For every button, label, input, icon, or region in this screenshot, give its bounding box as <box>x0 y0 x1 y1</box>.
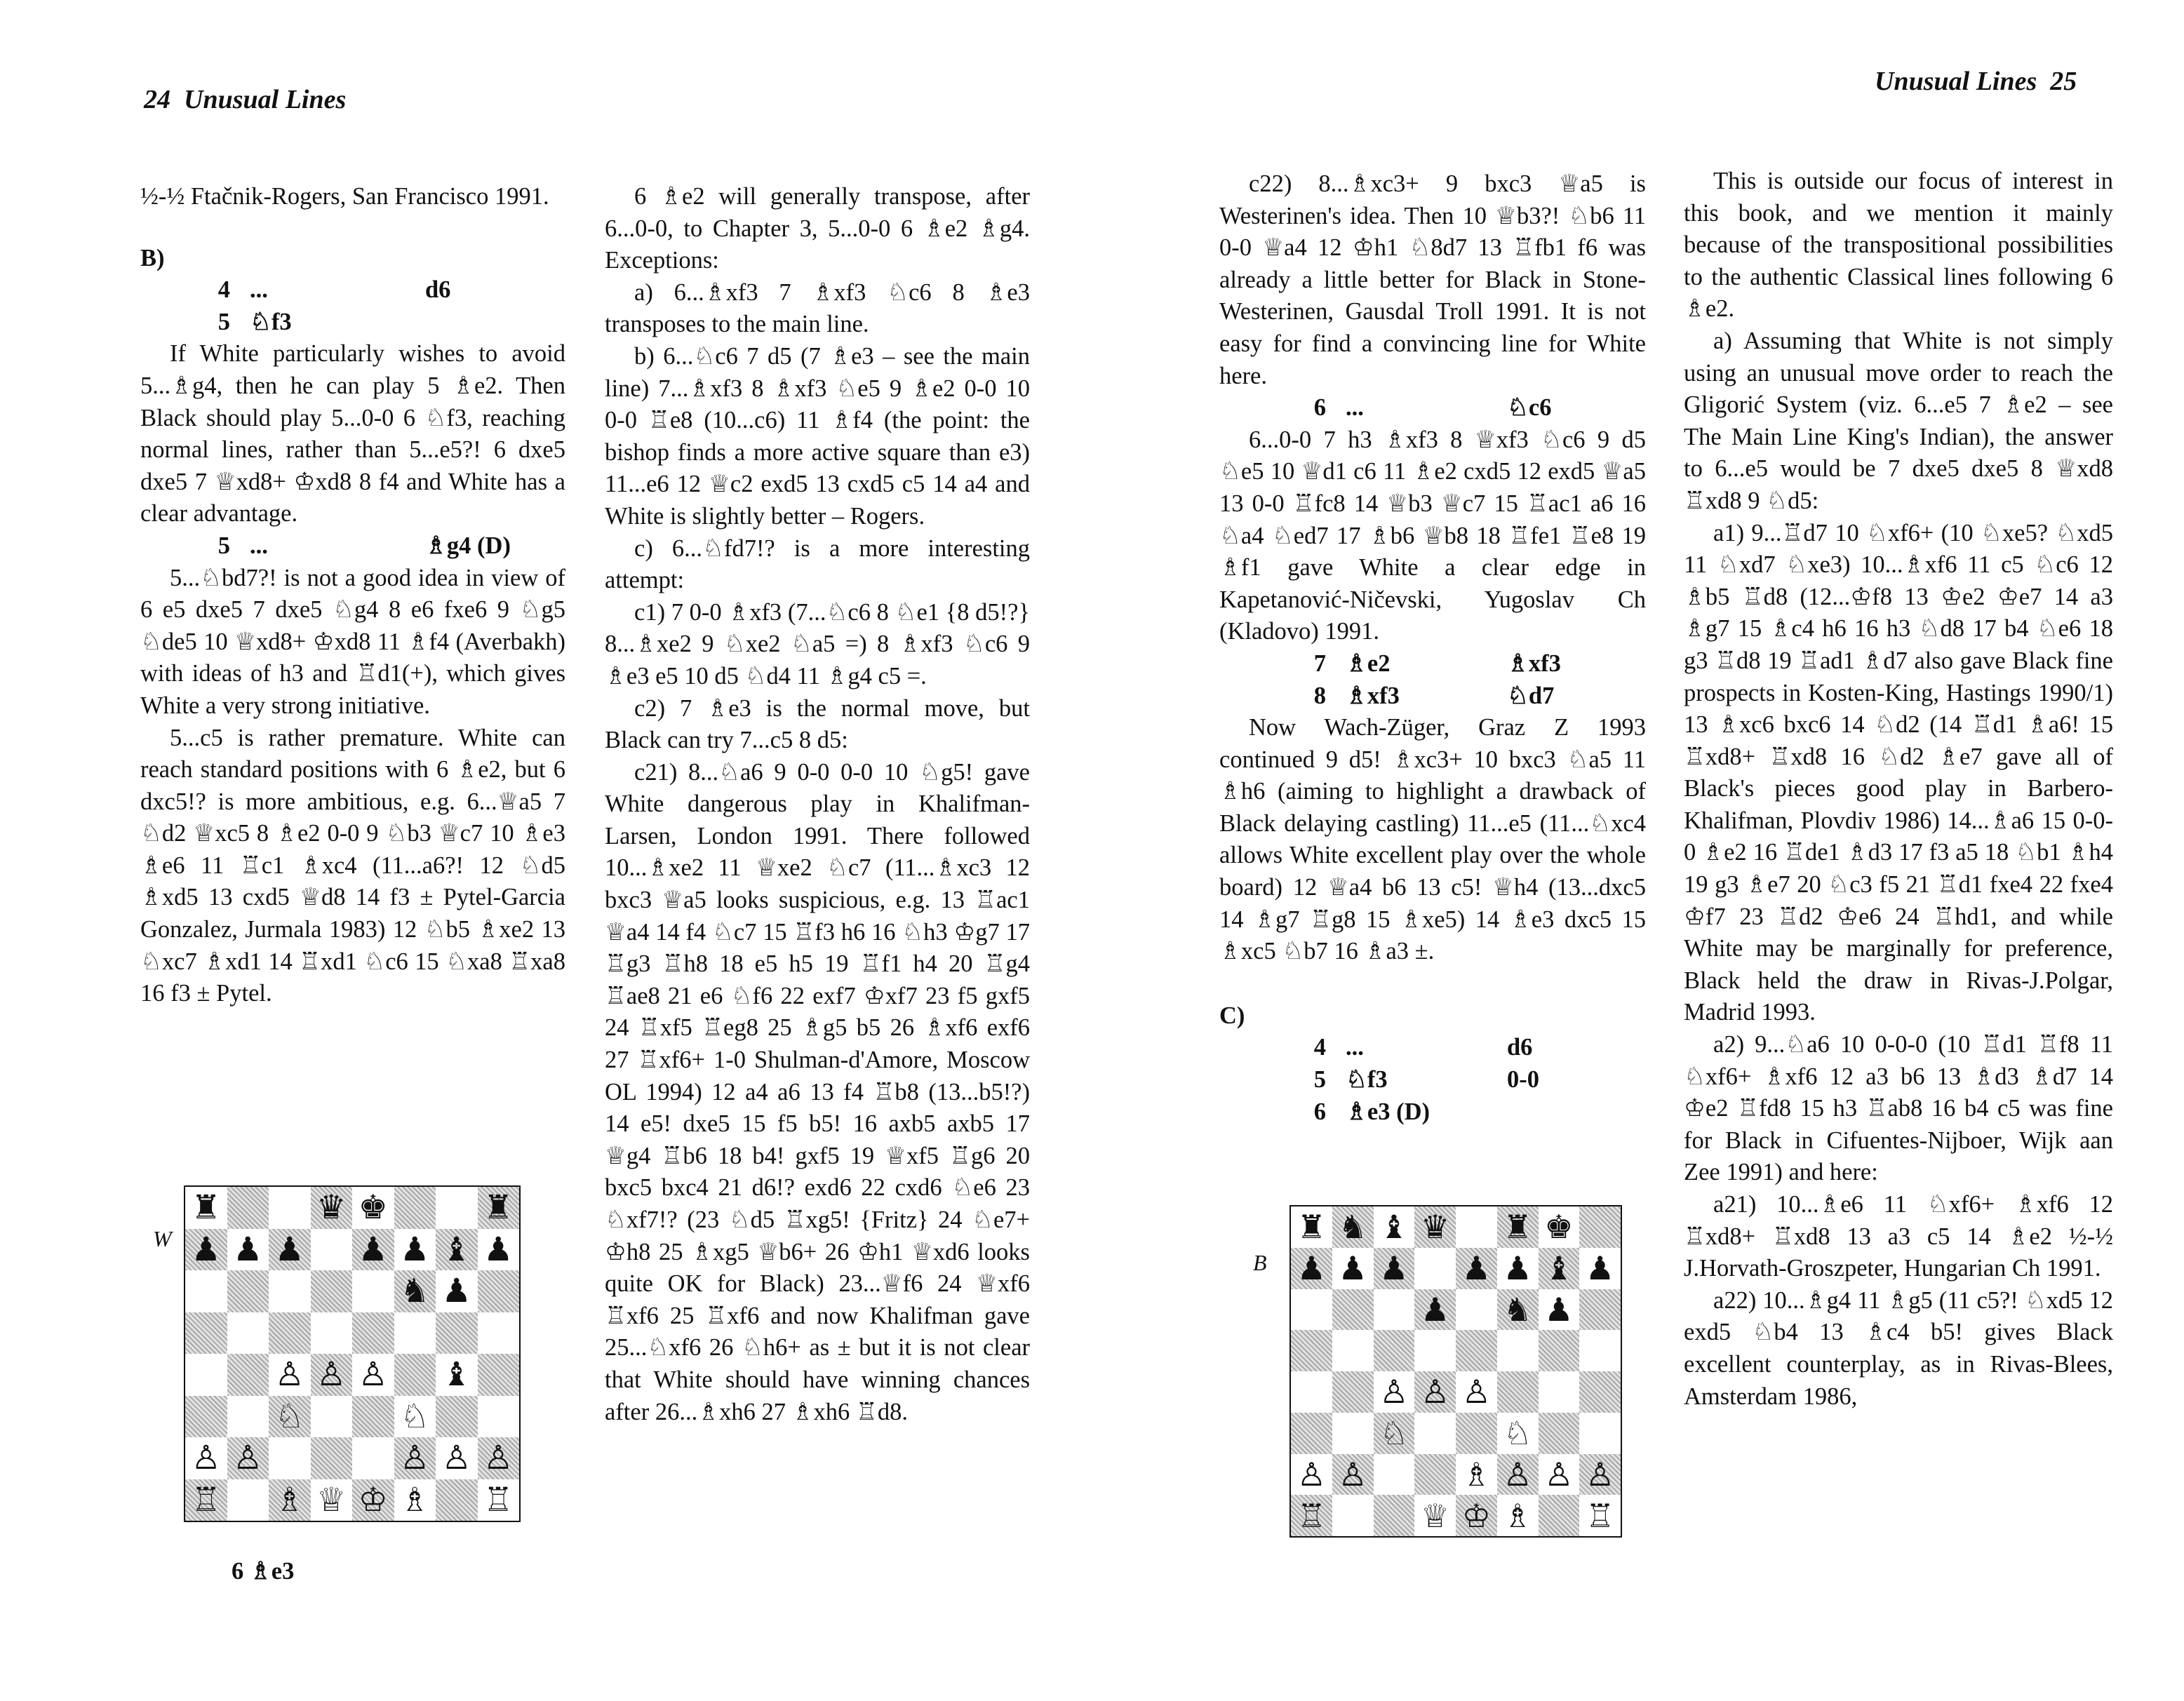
paragraph: a) Assuming that White is not simply using an unusual move order to reach the Gligorić System (viz. 6...e5 7 ♗e2 – see The Main Line King's Indian), the answer to 6...e5 would be 7 dxe5 dxe5 8 ♕xd8 ♖xd8 9 ♘d5: <box>1684 327 2113 514</box>
board-square <box>436 1187 478 1229</box>
board-square <box>1456 1495 1497 1536</box>
board-square <box>436 1479 478 1521</box>
board-square <box>1539 1330 1580 1371</box>
chess-piece: ♟ <box>1586 1249 1615 1288</box>
chess-piece: ♕ <box>316 1480 347 1519</box>
left-page-title: Unusual Lines <box>184 85 347 114</box>
board-square <box>394 1437 436 1479</box>
board-square <box>1579 1206 1621 1248</box>
board-square <box>311 1312 353 1354</box>
board-square <box>478 1479 520 1521</box>
board-square <box>1374 1330 1415 1371</box>
board-square <box>1374 1371 1415 1413</box>
board-square <box>311 1187 353 1229</box>
board-square <box>352 1270 394 1312</box>
chess-piece: ♙ <box>274 1355 304 1394</box>
paragraph: a22) 10...♗g4 11 ♗g5 (11 c5?! ♘xd5 12 exd5 ♘b4 13 ♗c4 b5! gives Black excellent counterplay, as in Rivas-Blees, Amsterdam 1986, <box>1684 1286 2113 1410</box>
board-square <box>311 1229 353 1271</box>
chess-piece: ♝ <box>1544 1249 1574 1288</box>
move-row: 5 ... ♗g4 (D) <box>217 532 511 559</box>
paragraph: 6...0-0 7 h3 ♗xf3 8 ♕xf3 ♘c6 9 d5 ♘e5 10 ♕d1 c6 11 ♗e2 cxd5 12 exd5 ♕a5 13 0-0 ♖fc8 14 ♕b3 ♕c7 15 ♖ac1 a6 16 ♘a4 ♘ed7 17 ♗b6 ♕b8 18 ♖fe1 ♖e8 19 ♗f1 gave White a clear edge in Kapetanović-Ničevski, Yugoslav Ch (Kladovo) 1991. <box>1219 426 1646 645</box>
board-square <box>185 1479 227 1521</box>
board-square <box>436 1312 478 1354</box>
right-running-head <box>1875 66 2077 97</box>
chess-piece: ♞ <box>1503 1290 1532 1329</box>
board-square <box>1579 1289 1621 1331</box>
chess-piece: ♝ <box>441 1230 471 1269</box>
board-square <box>269 1437 311 1479</box>
chess-piece: ♙ <box>1338 1455 1367 1493</box>
chess-piece: ♙ <box>1461 1373 1491 1411</box>
board-square <box>394 1229 436 1271</box>
paragraph: c1) 7 0-0 ♗xf3 (7...♘c6 8 ♘e1 {8 d5!?} 8...♗xe2 9 ♘xe2 ♘a5 =) 8 ♗xf3 ♘c6 9 ♗e3 e5 10 d5 ♘d4 11 ♗g4 c5 =. <box>605 598 1030 690</box>
board-square <box>1579 1495 1621 1536</box>
board-square <box>1456 1413 1497 1454</box>
move-row: 6 ♗e3 (D) <box>1313 1098 1431 1125</box>
board-square <box>436 1270 478 1312</box>
board-square <box>1291 1289 1332 1331</box>
board-square <box>478 1229 520 1271</box>
chess-piece: ♖ <box>1586 1496 1615 1535</box>
board-square <box>1332 1413 1374 1454</box>
board-square <box>394 1354 436 1396</box>
board-square <box>352 1229 394 1271</box>
board-square <box>1579 1371 1621 1413</box>
move-row: 4 ... d6 <box>1313 1034 1533 1061</box>
board-side-to-move: B <box>1253 1250 1267 1275</box>
board-square <box>269 1270 311 1312</box>
board-square <box>352 1312 394 1354</box>
board-square <box>227 1312 269 1354</box>
board-square <box>1579 1454 1621 1495</box>
board-square <box>1539 1413 1580 1454</box>
chess-piece: ♛ <box>316 1188 347 1228</box>
board-square <box>1414 1495 1456 1536</box>
board-square <box>311 1396 353 1438</box>
board-square <box>478 1354 520 1396</box>
paragraph: a) 6...♗xf3 7 ♗xf3 ♘c6 8 ♗e3 transposes to the main line. <box>605 278 1030 338</box>
chess-piece: ♙ <box>233 1439 263 1478</box>
chess-piece: ♞ <box>400 1272 430 1311</box>
chess-piece: ♜ <box>483 1188 514 1228</box>
paragraph: a21) 10...♗e6 11 ♘xf6+ ♗xf6 12 ♖xd8+ ♖xd8 13 a3 c5 14 ♗e2 ½-½ J.Horvath-Groszpeter, Hungarian Ch 1991. <box>1684 1191 2113 1282</box>
chess-piece: ♜ <box>191 1188 221 1228</box>
board-square <box>1374 1454 1415 1495</box>
chess-piece: ♟ <box>191 1230 221 1269</box>
board-square <box>478 1437 520 1479</box>
chess-piece: ♟ <box>358 1230 388 1269</box>
board-square <box>1374 1206 1415 1248</box>
board-square <box>269 1229 311 1271</box>
chess-piece: ♘ <box>400 1397 430 1436</box>
board-square <box>185 1396 227 1438</box>
board-square <box>1374 1289 1415 1331</box>
paragraph: c) 6...♘fd7!? is a more interesting attempt: <box>605 534 1030 594</box>
chess-piece: ♙ <box>1586 1455 1615 1493</box>
chess-piece: ♟ <box>400 1230 430 1269</box>
board-square <box>1332 1495 1374 1536</box>
board-square <box>1332 1206 1374 1248</box>
chess-piece: ♛ <box>1421 1208 1450 1246</box>
board-square <box>269 1354 311 1396</box>
paragraph: a1) 9...♖d7 10 ♘xf6+ (10 ♘xe5? ♘xd5 11 ♘xd7 ♘xe3) 10...♗xf6 11 c5 ♘c6 12 ♗b5 ♖d8 (12...♔f8 13 ♔e2 ♔e7 14 a3 ♗g7 15 ♗c4 h6 16 h3 ♘d8 17 b4 ♘e6 18 g3 ♖d8 19 ♖ad1 ♗d7 also gave Black fine prospects in Kosten-King, Hastings 1990/1) 13 ♗xc6 bxc6 14 ♘d2 (14 ♖d1 ♗a6! 15 ♖xd8+ ♖xd8 16 ♘d2 ♗e7 gave all of Black's pieces good play in Barbero-Khalifman, Plovdiv 1986) 14...♗a6 15 0-0-0 ♗e2 16 ♖de1 ♗d3 17 f3 a5 18 ♘b1 ♗h4 19 g3 ♗e7 20 ♘c3 f5 21 ♖d1 fxe4 22 fxe4 ♔f7 23 ♖d2 ♔e6 24 ♖hd1, and while White may be marginally for preference, Black held the draw in Rivas-J.Polgar, Madrid 1993. <box>1684 519 2113 1026</box>
move-row: 4 ... d6 <box>217 276 451 304</box>
board-square <box>311 1270 353 1312</box>
board-square <box>269 1312 311 1354</box>
board-square <box>478 1270 520 1312</box>
paragraph: If White particularly wishes to avoid 5...♗g4, then he can play 5 ♗e2. Then Black should play 5...0-0 6 ♘f3, reaching normal lines, rather than 5...e5?! 6 dxe5 dxe5 7 ♕xd8+ ♔xd8 8 f4 and White has a clear advantage. <box>140 340 565 527</box>
chess-piece: ♙ <box>400 1439 430 1478</box>
board-square <box>1579 1330 1621 1371</box>
board-square <box>394 1312 436 1354</box>
board-square <box>311 1354 353 1396</box>
board-square <box>1539 1371 1580 1413</box>
board-square <box>1456 1371 1497 1413</box>
board-square <box>1456 1248 1497 1289</box>
board-square <box>394 1187 436 1229</box>
board-square <box>1332 1248 1374 1289</box>
board-square <box>1497 1371 1539 1413</box>
chess-piece: ♔ <box>1461 1496 1491 1535</box>
board-square <box>1414 1289 1456 1331</box>
board-square <box>352 1396 394 1438</box>
chess-piece: ♟ <box>1338 1249 1367 1288</box>
board-square <box>227 1187 269 1229</box>
board-square <box>1497 1289 1539 1331</box>
chess-piece: ♙ <box>358 1355 388 1394</box>
board-square <box>1332 1330 1374 1371</box>
board-square <box>436 1229 478 1271</box>
paragraph: ½-½ Ftačnik-Rogers, San Francisco 1991. <box>140 183 549 210</box>
board-square <box>1539 1289 1580 1331</box>
chess-piece: ♟ <box>441 1272 471 1311</box>
board-square <box>1579 1248 1621 1289</box>
board-square <box>1414 1248 1456 1289</box>
section-heading-c: C) <box>1219 1002 1245 1029</box>
board-square <box>352 1479 394 1521</box>
chess-piece: ♟ <box>1461 1249 1491 1288</box>
move-row: 6 ... ♘c6 <box>1313 394 1552 422</box>
board-square <box>1539 1495 1580 1536</box>
chess-piece: ♖ <box>483 1480 514 1519</box>
board-square <box>1291 1413 1332 1454</box>
board-square <box>1414 1371 1456 1413</box>
chess-piece: ♘ <box>274 1397 304 1436</box>
chess-diagram-left <box>184 1185 521 1522</box>
board-square <box>352 1437 394 1479</box>
move-row: 5 ♘f3 0-0 <box>1313 1066 1539 1094</box>
chess-piece: ♟ <box>1544 1290 1574 1329</box>
board-square <box>352 1354 394 1396</box>
chess-piece: ♘ <box>1503 1414 1532 1453</box>
board-square <box>478 1312 520 1354</box>
board-square <box>311 1437 353 1479</box>
right-page-title: Unusual Lines <box>1875 67 2037 96</box>
section-heading-b: B) <box>140 244 165 271</box>
board-square <box>311 1479 353 1521</box>
chess-piece: ♗ <box>1503 1496 1532 1535</box>
board-square <box>1414 1413 1456 1454</box>
board-square <box>1332 1289 1374 1331</box>
board-square <box>227 1437 269 1479</box>
board-square <box>1579 1413 1621 1454</box>
chess-piece: ♙ <box>191 1439 221 1478</box>
board-square <box>1374 1495 1415 1536</box>
chess-piece: ♙ <box>316 1355 347 1394</box>
chess-piece: ♙ <box>483 1439 514 1478</box>
chess-piece: ♕ <box>1421 1496 1450 1535</box>
board-square <box>436 1437 478 1479</box>
chess-piece: ♙ <box>1297 1455 1326 1493</box>
paragraph: a2) 9...♘a6 10 0-0-0 (10 ♖d1 ♖f8 11 ♘xf6+ ♗xf6 12 a3 b6 13 ♗d3 ♗d7 14 ♔e2 ♖fd8 15 h3 ♖ab8 16 b4 c5 was fine for Black in Cifuentes-Nijboer, Wijk aan Zee 1991) and here: <box>1684 1031 2113 1186</box>
board-square <box>478 1187 520 1229</box>
board-square <box>1332 1454 1374 1495</box>
board-square <box>185 1270 227 1312</box>
board-square <box>1291 1248 1332 1289</box>
board-square <box>1497 1495 1539 1536</box>
board-square <box>1497 1454 1539 1495</box>
chess-piece: ♟ <box>233 1230 263 1269</box>
board-square <box>227 1270 269 1312</box>
paragraph: c2) 7 ♗e3 is the normal move, but Black can try 7...c5 8 d5: <box>605 694 1030 754</box>
board-square <box>269 1187 311 1229</box>
chess-piece: ♝ <box>441 1355 471 1394</box>
chess-piece: ♟ <box>1379 1249 1409 1288</box>
move-row: 8 ♗xf3 ♘d7 <box>1313 682 1555 709</box>
board-square <box>394 1270 436 1312</box>
chess-piece: ♖ <box>1297 1496 1326 1535</box>
board-square <box>185 1312 227 1354</box>
chess-piece: ♚ <box>358 1188 388 1228</box>
board-square <box>269 1479 311 1521</box>
board-square <box>478 1396 520 1438</box>
paragraph: 5...♘bd7?! is not a good idea in view of 6 e5 dxe5 7 dxe5 ♘g4 8 e6 fxe6 9 ♘g5 ♘de5 10 ♕xd8+ ♔xd8 11 ♗f4 (Averbakh) with ideas of h3 and ♖d1(+), which gives White a very strong initiative. <box>140 564 565 719</box>
board-square <box>269 1396 311 1438</box>
board-square <box>1291 1330 1332 1371</box>
board-square <box>227 1396 269 1438</box>
board-square <box>1539 1206 1580 1248</box>
board-square <box>185 1437 227 1479</box>
paragraph: Now Wach-Züger, Graz Z 1993 continued 9 d5! ♗xc3+ 10 bxc3 ♘a5 11 ♗h6 (aiming to highlight a drawback of Black delaying castling) 11...e5 (11...♘xc4 allows White excellent play over the whole board) 12 ♕a4 b6 13 c5! ♕h4 (13...dxc5 14 ♗g7 ♖g8 15 ♗xe5) 14 ♗e3 dxc5 15 ♗xc5 ♘b7 16 ♗a3 ±. <box>1219 714 1646 965</box>
board-square <box>227 1354 269 1396</box>
board-square <box>1456 1206 1497 1248</box>
board-square <box>1374 1248 1415 1289</box>
paragraph: c22) 8...♗xc3+ 9 bxc3 ♕a5 is Westerinen's idea. Then 10 ♕b3?! ♘b6 11 0-0 ♕a4 12 ♔h1 ♘8d7 13 ♖fb1 f6 was already a little better for Black in Stone-Westerinen, Gausdal Troll 1991. It is not easy for find a convincing line for White here. <box>1219 170 1646 389</box>
right-page-column-2 <box>1684 166 2113 1413</box>
board-square <box>1456 1330 1497 1371</box>
paragraph: c21) 8...♘a6 9 0-0 0-0 10 ♘g5! gave White dangerous play in Khalifman-Larsen, London 1991. There followed 10...♗xe2 11 ♕xe2 ♘c7 (11...♗xc3 12 bxc3 ♕a5 looks suspicious, e.g. 13 ♖ac1 ♕a4 14 f4 ♘c7 15 ♖f3 h6 16 ♘h3 ♔g7 17 ♖g3 ♖h8 18 e5 h5 19 ♖f1 h4 20 ♖g4 ♖ae8 21 e6 ♘f6 22 exf7 ♔xf7 23 f5 gxf5 24 ♖xf5 ♖eg8 25 ♗g5 b5 26 ♗xf6 exf6 27 ♖xf6+ 1-0 Shulman-d'Amore, Moscow OL 1994) 12 a4 a6 13 f4 ♖b8 (13...b5!?) 14 e5! dxe5 15 f5 b5! 16 axb5 axb5 17 ♕g4 ♖b6 18 b4! gxf5 19 ♕xf5 ♖g6 20 bxc5 bxc4 21 d6!? exd6 22 cxd6 ♘e6 23 ♘xf7!? (23 ♘d5 ♖xg5! {Fritz} 24 ♘e7+ ♔h8 25 ♗xg5 ♕b6+ 26 ♔h1 ♕xd6 looks quite OK for Black) 23...♕f6 24 ♕xf6 ♖xf6 25 ♖xf6 and now Khalifman gave 25...♘xf6 26 ♘h6+ as ± but it is not clear that White should have winning chances after 26...♗xh6 27 ♗xh6 ♖d8. <box>605 758 1030 1425</box>
chess-piece: ♜ <box>1503 1208 1532 1246</box>
board-square <box>1414 1454 1456 1495</box>
paragraph: 5...c5 is rather premature. White can reach standard positions with 6 ♗e2, but 6 dxc5!? is more ambitious, e.g. 6...♕a5 7 ♘d2 ♕xc5 8 ♗e2 0-0 9 ♘b3 ♕c7 10 ♗e3 ♗e6 11 ♖c1 ♗xc4 (11...a6?! 12 ♘d5 ♗xd5 13 cxd5 ♕d8 14 f3 ± Pytel-Garcia Gonzalez, Jurmala 1983) 12 ♘b5 ♗xe2 13 ♘xc7 ♗xd1 14 ♖xd1 ♘c6 15 ♘xa8 ♖xa8 16 f3 ± Pytel. <box>140 724 565 1007</box>
left-running-head <box>144 84 346 115</box>
right-page-column-1 <box>1219 168 1646 1128</box>
board-square <box>185 1354 227 1396</box>
board-square <box>185 1187 227 1229</box>
board-square <box>1497 1330 1539 1371</box>
move-row: 7 ♗e2 ♗xf3 <box>1313 650 1561 677</box>
chess-piece: ♙ <box>1544 1455 1574 1493</box>
board-square <box>1291 1454 1332 1495</box>
move-row: 5 ♘f3 <box>217 308 292 335</box>
board-square <box>1291 1495 1332 1536</box>
board-square <box>1497 1413 1539 1454</box>
chess-piece: ♗ <box>400 1480 430 1519</box>
chess-piece: ♚ <box>1544 1208 1574 1246</box>
board-square <box>227 1229 269 1271</box>
right-page-number: 25 <box>2050 67 2077 96</box>
board-square <box>185 1229 227 1271</box>
board-square <box>436 1354 478 1396</box>
board-square <box>1291 1206 1332 1248</box>
board-square <box>1497 1248 1539 1289</box>
board-square <box>1539 1248 1580 1289</box>
chess-piece: ♗ <box>274 1480 304 1519</box>
board-square <box>394 1396 436 1438</box>
left-page-column-1 <box>140 181 565 1010</box>
board-square <box>1291 1371 1332 1413</box>
board-square <box>1414 1206 1456 1248</box>
board-square <box>1374 1413 1415 1454</box>
left-page-number: 24 <box>144 85 170 114</box>
diagram-caption: 6 ♗e3 <box>232 1558 295 1585</box>
board-square <box>1539 1454 1580 1495</box>
board-square <box>1456 1289 1497 1331</box>
board-square <box>436 1396 478 1438</box>
chess-piece: ♝ <box>1379 1208 1409 1246</box>
chess-diagram-right <box>1289 1205 1622 1538</box>
chess-piece: ♔ <box>358 1480 388 1519</box>
board-square <box>227 1479 269 1521</box>
chess-piece: ♟ <box>483 1230 514 1269</box>
paragraph: This is outside our focus of interest in this book, and we mention it mainly because of the transpositional possibilities to the authentic Classical lines following 6 ♗e2. <box>1684 168 2113 323</box>
chess-piece: ♙ <box>1421 1373 1450 1411</box>
chess-piece: ♟ <box>1421 1290 1450 1329</box>
chess-piece: ♜ <box>1297 1208 1326 1246</box>
board-square <box>1456 1454 1497 1495</box>
board-side-to-move: W <box>153 1226 172 1251</box>
paragraph: 6 ♗e2 will generally transpose, after 6...0-0, to Chapter 3, 5...0-0 6 ♗e2 ♗g4. Exceptions: <box>605 183 1030 274</box>
board-square <box>1414 1330 1456 1371</box>
chess-piece: ♙ <box>441 1439 471 1478</box>
board-square <box>352 1187 394 1229</box>
chess-piece: ♟ <box>274 1230 304 1269</box>
chess-piece: ♘ <box>1379 1414 1409 1453</box>
paragraph: b) 6...♘c6 7 d5 (7 ♗e3 – see the main line) 7...♗xf3 8 ♗xf3 ♘e5 9 ♗e2 0-0 10 0-0 ♖e8 (10...c6) 11 ♗f4 (the point: the bishop finds a more active square than e3) 11...e6 12 ♕c2 exd5 13 cxd5 c5 14 a4 and White is slightly better – Rogers. <box>605 342 1030 530</box>
chess-piece: ♟ <box>1503 1249 1532 1288</box>
chess-piece: ♟ <box>1297 1249 1326 1288</box>
board-square <box>394 1479 436 1521</box>
board-square <box>1497 1206 1539 1248</box>
chess-piece: ♙ <box>1503 1455 1532 1493</box>
chess-piece: ♙ <box>1379 1373 1409 1411</box>
chess-piece: ♖ <box>191 1480 221 1519</box>
chess-piece: ♞ <box>1338 1208 1367 1246</box>
left-page-column-2 <box>605 181 1030 1428</box>
chess-piece: ♗ <box>1461 1455 1491 1493</box>
board-square <box>1332 1371 1374 1413</box>
